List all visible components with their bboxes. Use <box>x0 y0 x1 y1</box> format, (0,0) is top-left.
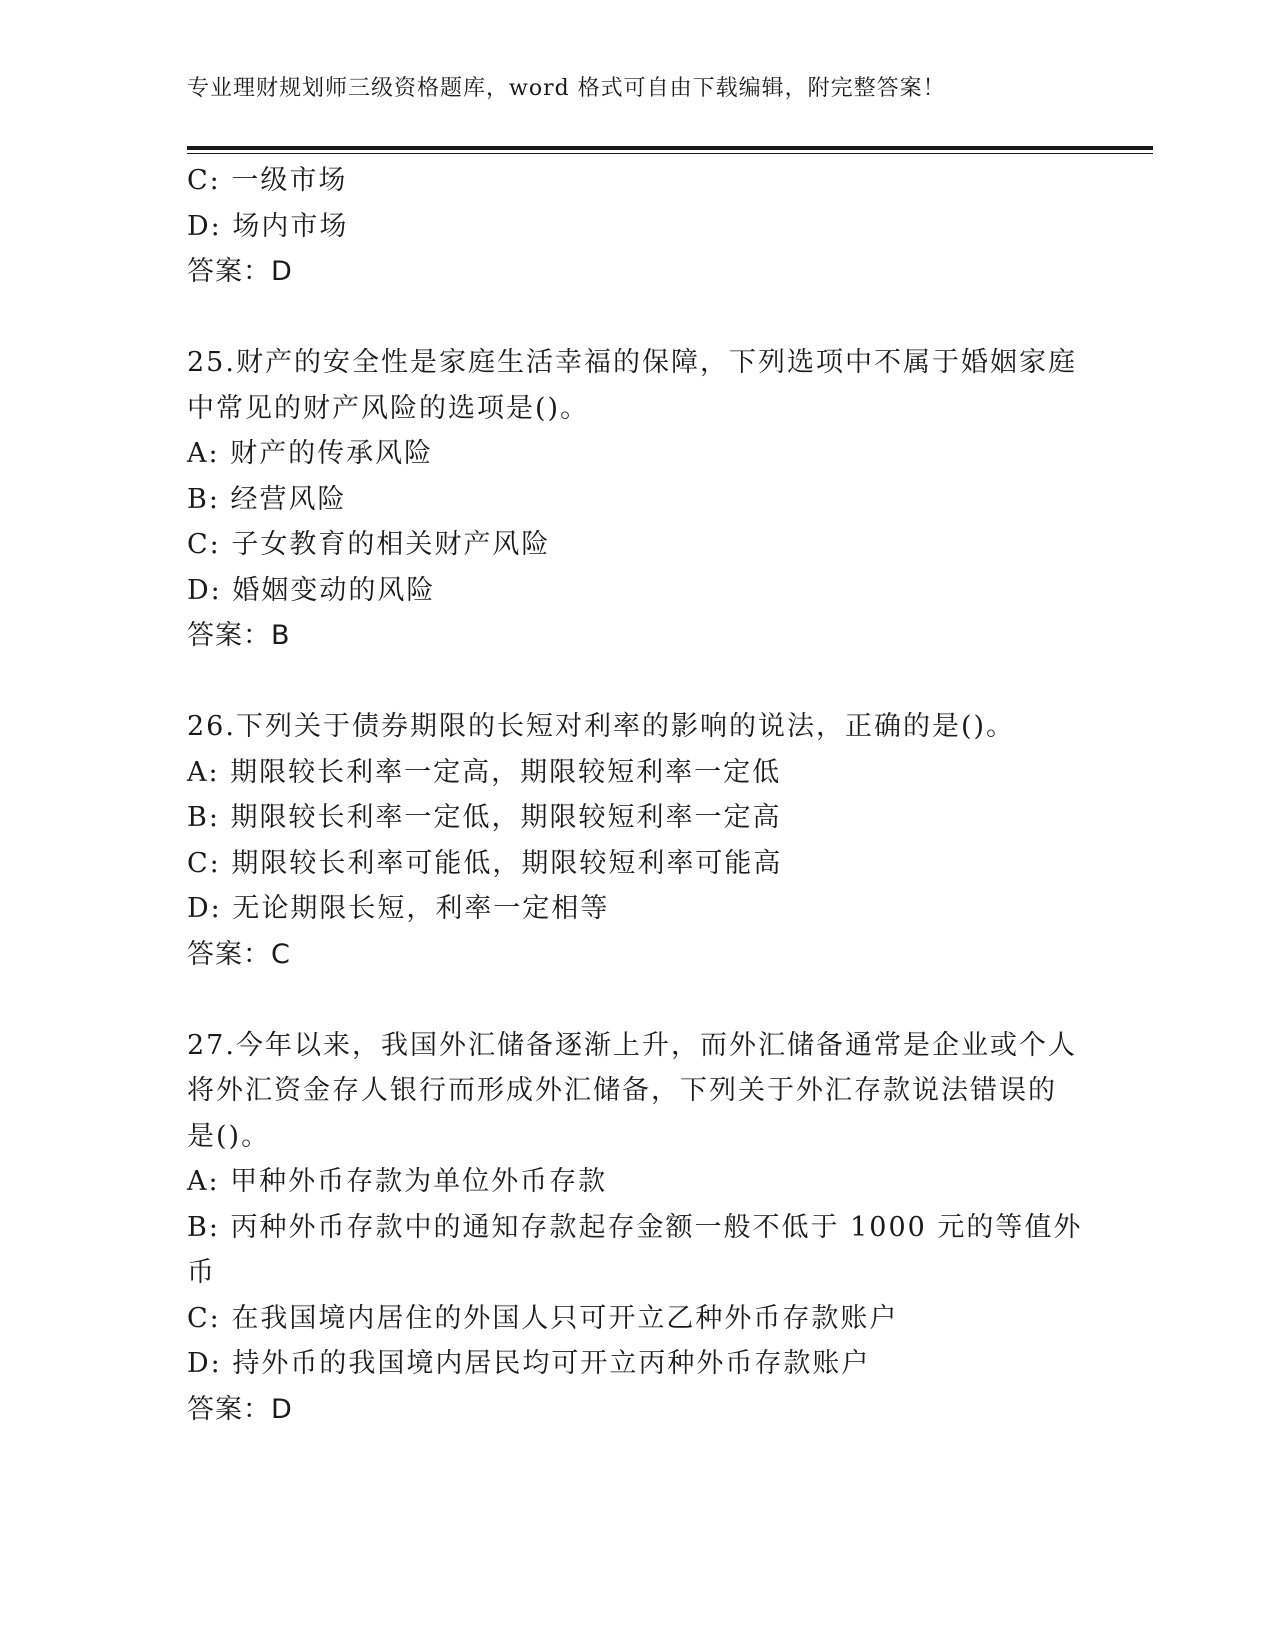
page-header: 专业理财规划师三级资格题库，word 格式可自由下载编辑，附完整答案！ <box>187 76 946 101</box>
spacer <box>187 977 1087 1023</box>
question-stem: 26.下列关于债券期限的长短对利率的影响的说法，正确的是()。 <box>187 711 1016 742</box>
option-c: C: 期限较长利率可能低，期限较短利率可能高 <box>187 847 783 879</box>
option-b: B: 经营风险 <box>187 483 347 515</box>
question-stem: 是()。 <box>187 1120 271 1152</box>
option-c: C: 在我国境内居住的外国人只可开立乙种外币存款账户 <box>187 1302 899 1334</box>
option-a: A: 甲种外币存款为单位外币存款 <box>187 1166 608 1197</box>
spacer <box>187 295 1087 341</box>
question-25 <box>187 340 1087 659</box>
question-stem: 27.今年以来，我国外汇储备逐渐上升，而外汇储备通常是企业或个人 <box>187 1029 1077 1061</box>
option-d: D: 婚姻变动的风险 <box>187 574 436 606</box>
answer-line: 答案：D <box>187 256 293 287</box>
question-27 <box>187 1023 1087 1433</box>
option-d: D: 场内市场 <box>187 210 349 242</box>
header-rule-thick <box>187 146 1153 150</box>
question-stem: 中常见的财产风险的选项是()。 <box>187 392 590 424</box>
spacer <box>187 659 1087 705</box>
option-b: B: 期限较长利率一定低，期限较短利率一定高 <box>187 802 782 833</box>
option-d: D: 持外币的我国境内居民均可开立丙种外币存款账户 <box>187 1348 871 1379</box>
answer-line: 答案：C <box>187 938 291 970</box>
question-24-tail <box>187 158 1087 295</box>
answer-line: 答案：B <box>187 620 291 651</box>
option-b-continued: 币 <box>187 1257 216 1288</box>
answer-line: 答案：D <box>187 1393 293 1425</box>
option-c: C: 子女教育的相关财产风险 <box>187 529 551 560</box>
option-a: A: 财产的传承风险 <box>187 438 434 469</box>
option-b: B: 丙种外币存款中的通知存款起存金额一般不低于 1000 元的等值外 <box>187 1211 1083 1243</box>
header-rule-thin <box>187 153 1153 154</box>
question-list <box>187 158 1087 1432</box>
question-stem: 将外汇资金存人银行而形成外汇储备，下列关于外汇存款说法错误的 <box>187 1075 1057 1106</box>
question-stem: 25.财产的安全性是家庭生活幸福的保障，下列选项中不属于婚姻家庭 <box>187 347 1077 378</box>
question-26 <box>187 704 1087 977</box>
option-c: C: 一级市场 <box>187 165 348 196</box>
option-d: D: 无论期限长短，利率一定相等 <box>187 893 610 924</box>
option-a: A: 期限较长利率一定高，期限较短利率一定低 <box>187 756 782 788</box>
